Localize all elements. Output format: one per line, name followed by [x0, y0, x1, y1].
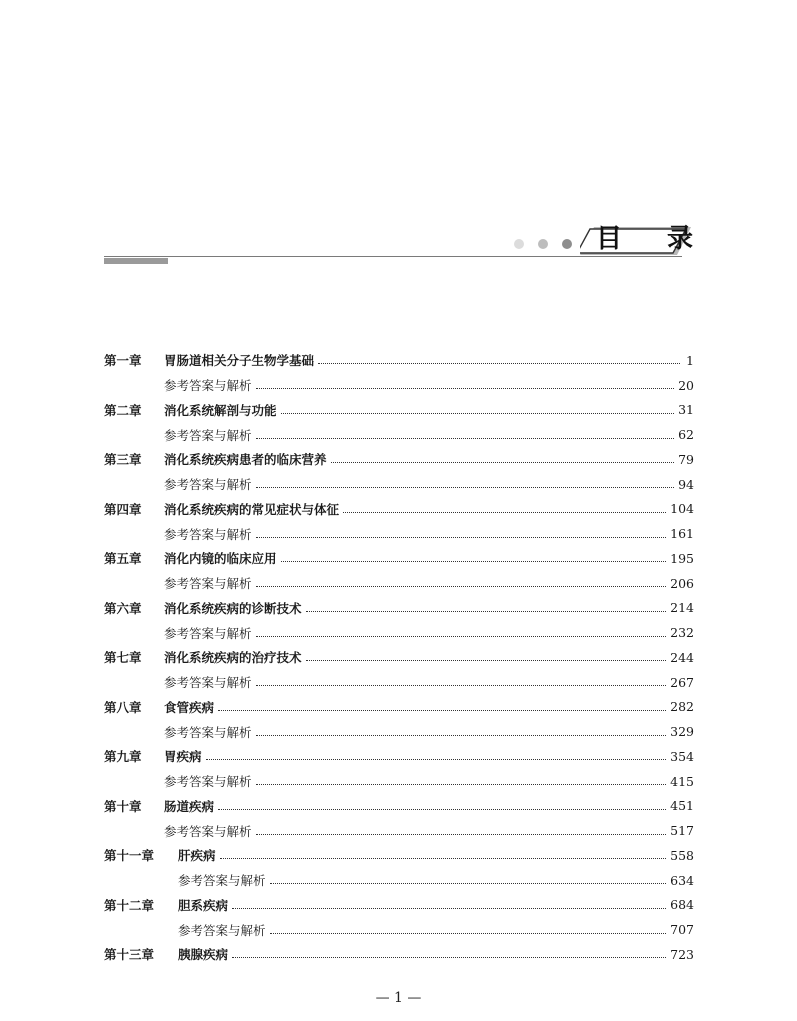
toc-chapter-row[interactable]: [104, 843, 694, 868]
page-ref: 62: [678, 427, 694, 443]
toc-answer-row[interactable]: [104, 818, 694, 843]
chapter-title: 消化系统疾病的治疗技术: [164, 650, 302, 666]
toc-answer-row[interactable]: [104, 571, 694, 596]
dot-leader: [256, 437, 675, 439]
page-number: — 1 —: [375, 990, 422, 1006]
page-ref: 20: [678, 377, 694, 393]
toc-answer-row[interactable]: [104, 917, 694, 942]
page-ref: 558: [670, 847, 694, 863]
page-ref: 232: [670, 625, 694, 641]
chapter-number: 第九章: [104, 749, 142, 765]
toc-answer-row[interactable]: [104, 373, 694, 398]
toc-chapter-row[interactable]: [104, 398, 694, 423]
toc-chapter-row[interactable]: [104, 348, 694, 373]
chapter-title: 胃肠道相关分子生物学基础: [164, 353, 315, 369]
chapter-number: 第一章: [104, 353, 142, 369]
chapter-title: 食管疾病: [164, 699, 215, 715]
page-header: [0, 0, 797, 280]
dot-leader: [331, 461, 675, 463]
toc-chapter-row[interactable]: [104, 695, 694, 720]
dot-leader: [220, 857, 667, 859]
chapter-number: 第十三章: [104, 947, 155, 963]
dot-leader: [256, 684, 667, 686]
page-ref: 267: [670, 674, 694, 690]
toc-chapter-row[interactable]: [104, 645, 694, 670]
chapter-number: 第三章: [104, 452, 142, 468]
page-ref: 104: [670, 501, 694, 517]
dot-leader: [256, 783, 667, 785]
dot-leader: [256, 387, 675, 389]
page-ref: 161: [670, 526, 694, 542]
chapter-number: 第十一章: [104, 848, 155, 864]
dot-leader: [256, 635, 667, 637]
header-rule-accent: [104, 258, 168, 264]
page-ref: 195: [670, 550, 694, 566]
toc-answer-row[interactable]: [104, 868, 694, 893]
page-title: 目 录: [596, 224, 712, 254]
dot-leader: [256, 486, 675, 488]
dot-leader: [232, 956, 666, 958]
page-ref: 282: [670, 699, 694, 715]
toc-answer-row[interactable]: [104, 472, 694, 497]
dot-leader: [281, 560, 667, 562]
toc-answer-row[interactable]: [104, 620, 694, 645]
dot-leader: [218, 709, 666, 711]
dot-leader: [256, 585, 667, 587]
chapter-number: 第五章: [104, 551, 142, 567]
toc-chapter-row[interactable]: [104, 942, 694, 967]
page-ref: 79: [678, 451, 694, 467]
page-ref: 517: [670, 823, 694, 839]
chapter-number: 第十二章: [104, 897, 155, 913]
toc-answer-row[interactable]: [104, 719, 694, 744]
page-ref: 1: [686, 352, 694, 368]
chapter-number: 第六章: [104, 600, 142, 616]
chapter-number: 第四章: [104, 501, 142, 517]
chapter-title: 肠道疾病: [164, 798, 215, 814]
chapter-title: 消化系统疾病的常见症状与体征: [164, 501, 340, 517]
toc-answer-row[interactable]: [104, 521, 694, 546]
page-ref: 214: [670, 600, 694, 616]
dot-leader: [270, 932, 667, 934]
toc-chapter-row[interactable]: [104, 596, 694, 621]
answer-label: 参考答案与解析: [164, 625, 252, 641]
answer-label: 参考答案与解析: [164, 724, 252, 740]
chapter-number: 第八章: [104, 699, 142, 715]
dot-leader: [256, 833, 667, 835]
answer-label: 参考答案与解析: [178, 873, 266, 889]
page-ref: 244: [670, 649, 694, 665]
chapter-title: 消化系统疾病患者的临床营养: [164, 452, 327, 468]
toc-chapter-row[interactable]: [104, 447, 694, 472]
dot-leader: [343, 511, 666, 513]
toc-answer-row[interactable]: [104, 769, 694, 794]
dot-leader: [270, 882, 667, 884]
decorative-dot: [562, 239, 572, 249]
dot-leader: [306, 659, 667, 661]
answer-label: 参考答案与解析: [164, 576, 252, 592]
chapter-title: 消化内镜的临床应用: [164, 551, 277, 567]
toc-chapter-row[interactable]: [104, 497, 694, 522]
decorative-dot: [514, 239, 524, 249]
answer-label: 参考答案与解析: [164, 675, 252, 691]
chapter-title: 胰腺疾病: [178, 947, 229, 963]
chapter-title: 肝疾病: [178, 848, 216, 864]
answer-label: 参考答案与解析: [164, 477, 252, 493]
chapter-title: 胃疾病: [164, 749, 202, 765]
toc-chapter-row[interactable]: [104, 893, 694, 918]
toc-answer-row[interactable]: [104, 422, 694, 447]
dot-leader: [218, 808, 666, 810]
page-ref: 31: [678, 402, 694, 418]
chapter-title: 胆系疾病: [178, 897, 229, 913]
page-ref: 329: [670, 724, 694, 740]
decorative-dot: [538, 239, 548, 249]
page-ref: 684: [670, 897, 694, 913]
answer-label: 参考答案与解析: [164, 526, 252, 542]
table-of-contents: [104, 348, 694, 967]
toc-chapter-row[interactable]: [104, 546, 694, 571]
answer-label: 参考答案与解析: [164, 427, 252, 443]
page-ref: 634: [670, 872, 694, 888]
dot-leader: [318, 362, 680, 364]
page-ref: 206: [670, 575, 694, 591]
page-ref: 707: [670, 922, 694, 938]
page-ref: 723: [670, 946, 694, 962]
chapter-number: 第十章: [104, 798, 142, 814]
answer-label: 参考答案与解析: [164, 774, 252, 790]
page-ref: 354: [670, 748, 694, 764]
toc-answer-row[interactable]: [104, 670, 694, 695]
page-ref: 415: [670, 773, 694, 789]
dot-leader: [281, 412, 675, 414]
dot-leader: [256, 734, 667, 736]
answer-label: 参考答案与解析: [178, 922, 266, 938]
toc-chapter-row[interactable]: [104, 744, 694, 769]
chapter-title: 消化系统解剖与功能: [164, 402, 277, 418]
toc-chapter-row[interactable]: [104, 794, 694, 819]
answer-label: 参考答案与解析: [164, 378, 252, 394]
page-ref: 94: [678, 476, 694, 492]
answer-label: 参考答案与解析: [164, 823, 252, 839]
header-rule: [104, 256, 682, 257]
dot-leader: [306, 610, 667, 612]
chapter-number: 第二章: [104, 402, 142, 418]
dot-leader: [232, 907, 666, 909]
chapter-title: 消化系统疾病的诊断技术: [164, 600, 302, 616]
dot-leader: [206, 758, 667, 760]
dot-leader: [256, 536, 667, 538]
page-ref: 451: [670, 798, 694, 814]
chapter-number: 第七章: [104, 650, 142, 666]
